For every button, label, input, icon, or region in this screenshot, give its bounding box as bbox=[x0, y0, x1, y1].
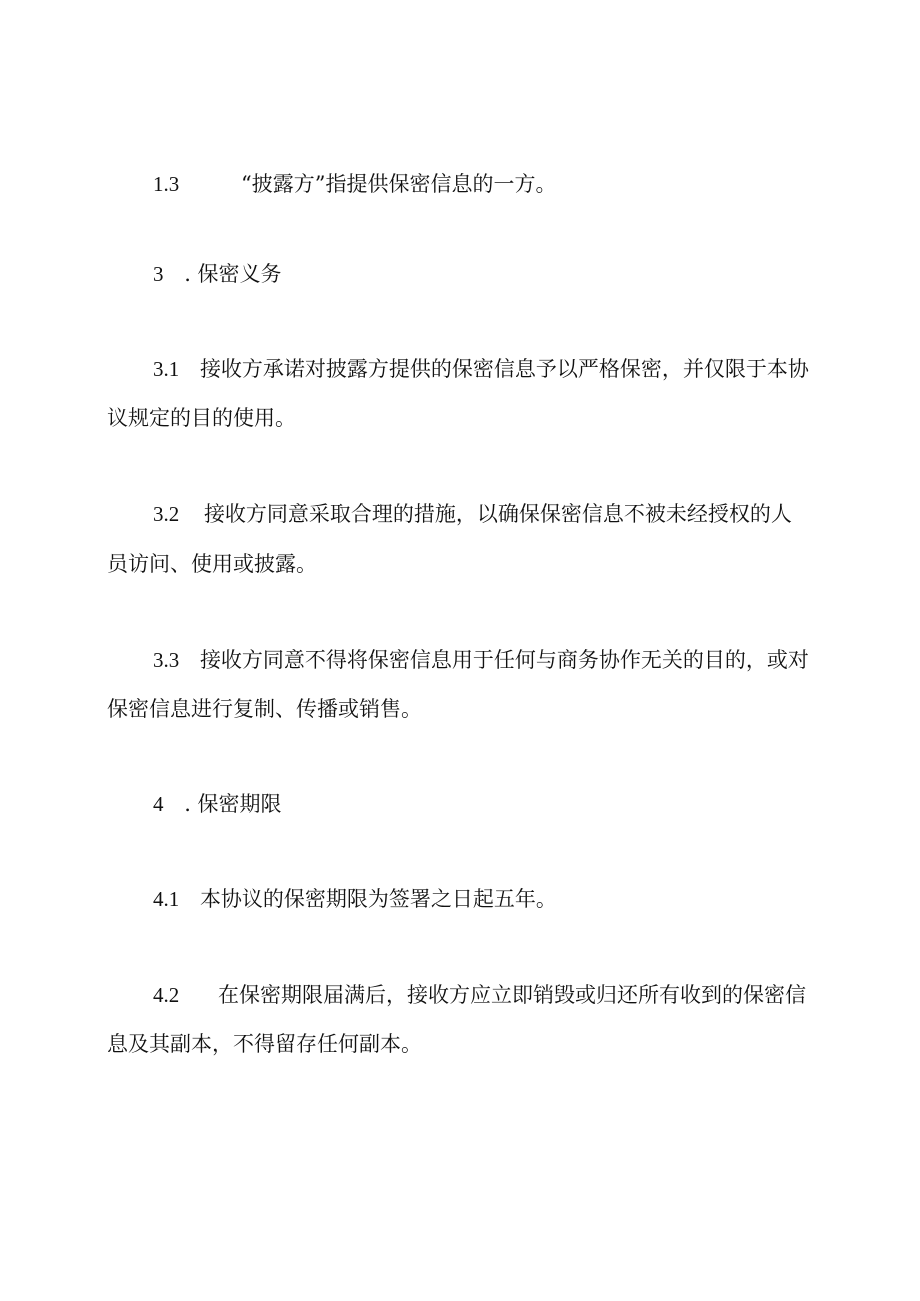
clause-text: 接收方同意采取合理的措施，以确保保密信息不被未经授权的人 bbox=[203, 502, 792, 526]
clause-text: 本协议的保密期限为签署之日起五年。 bbox=[199, 887, 557, 911]
clause-1-3 bbox=[153, 170, 557, 198]
clause-3-3-line-1 bbox=[153, 646, 809, 674]
clause-text-continued: 保密信息进行复制、传播或销售。 bbox=[107, 697, 422, 721]
section-title: . 保密义务 bbox=[184, 262, 282, 286]
clause-text: “披露方”指提供保密信息的一方。 bbox=[241, 172, 557, 196]
clause-3-3-line-2 bbox=[107, 695, 422, 723]
clause-number: 3.1 bbox=[153, 357, 180, 381]
clause-number: 1.3 bbox=[153, 172, 180, 196]
section-number: 4 bbox=[153, 792, 164, 816]
section-number: 3 bbox=[153, 262, 164, 286]
clause-text: 接收方承诺对披露方提供的保密信息予以严格保密，并仅限于本协 bbox=[199, 357, 809, 381]
clause-3-1-line-1 bbox=[153, 355, 809, 383]
clause-4-2-line-1 bbox=[153, 981, 806, 1009]
clause-number: 4.1 bbox=[153, 887, 180, 911]
clause-3-1-line-2 bbox=[107, 404, 296, 432]
clause-text-continued: 议规定的目的使用。 bbox=[107, 406, 296, 430]
clause-3-2-line-2 bbox=[107, 550, 317, 578]
section-title: . 保密期限 bbox=[184, 792, 282, 816]
section-heading-3 bbox=[153, 260, 282, 288]
clause-number: 3.2 bbox=[153, 502, 180, 526]
clause-text-continued: 员访问、使用或披露。 bbox=[107, 552, 317, 576]
clause-number: 3.3 bbox=[153, 648, 180, 672]
clause-3-2-line-1 bbox=[153, 500, 792, 528]
clause-text: 接收方同意不得将保密信息用于任何与商务协作无关的目的，或对 bbox=[199, 648, 809, 672]
clause-text-continued: 息及其副本，不得留存任何副本。 bbox=[107, 1032, 422, 1056]
clause-text: 在保密期限届满后，接收方应立即销毁或归还所有收到的保密信 bbox=[218, 983, 806, 1007]
clause-4-2-line-2 bbox=[107, 1030, 422, 1058]
section-heading-4 bbox=[153, 790, 282, 818]
clause-4-1 bbox=[153, 885, 557, 913]
clause-number: 4.2 bbox=[153, 983, 180, 1007]
